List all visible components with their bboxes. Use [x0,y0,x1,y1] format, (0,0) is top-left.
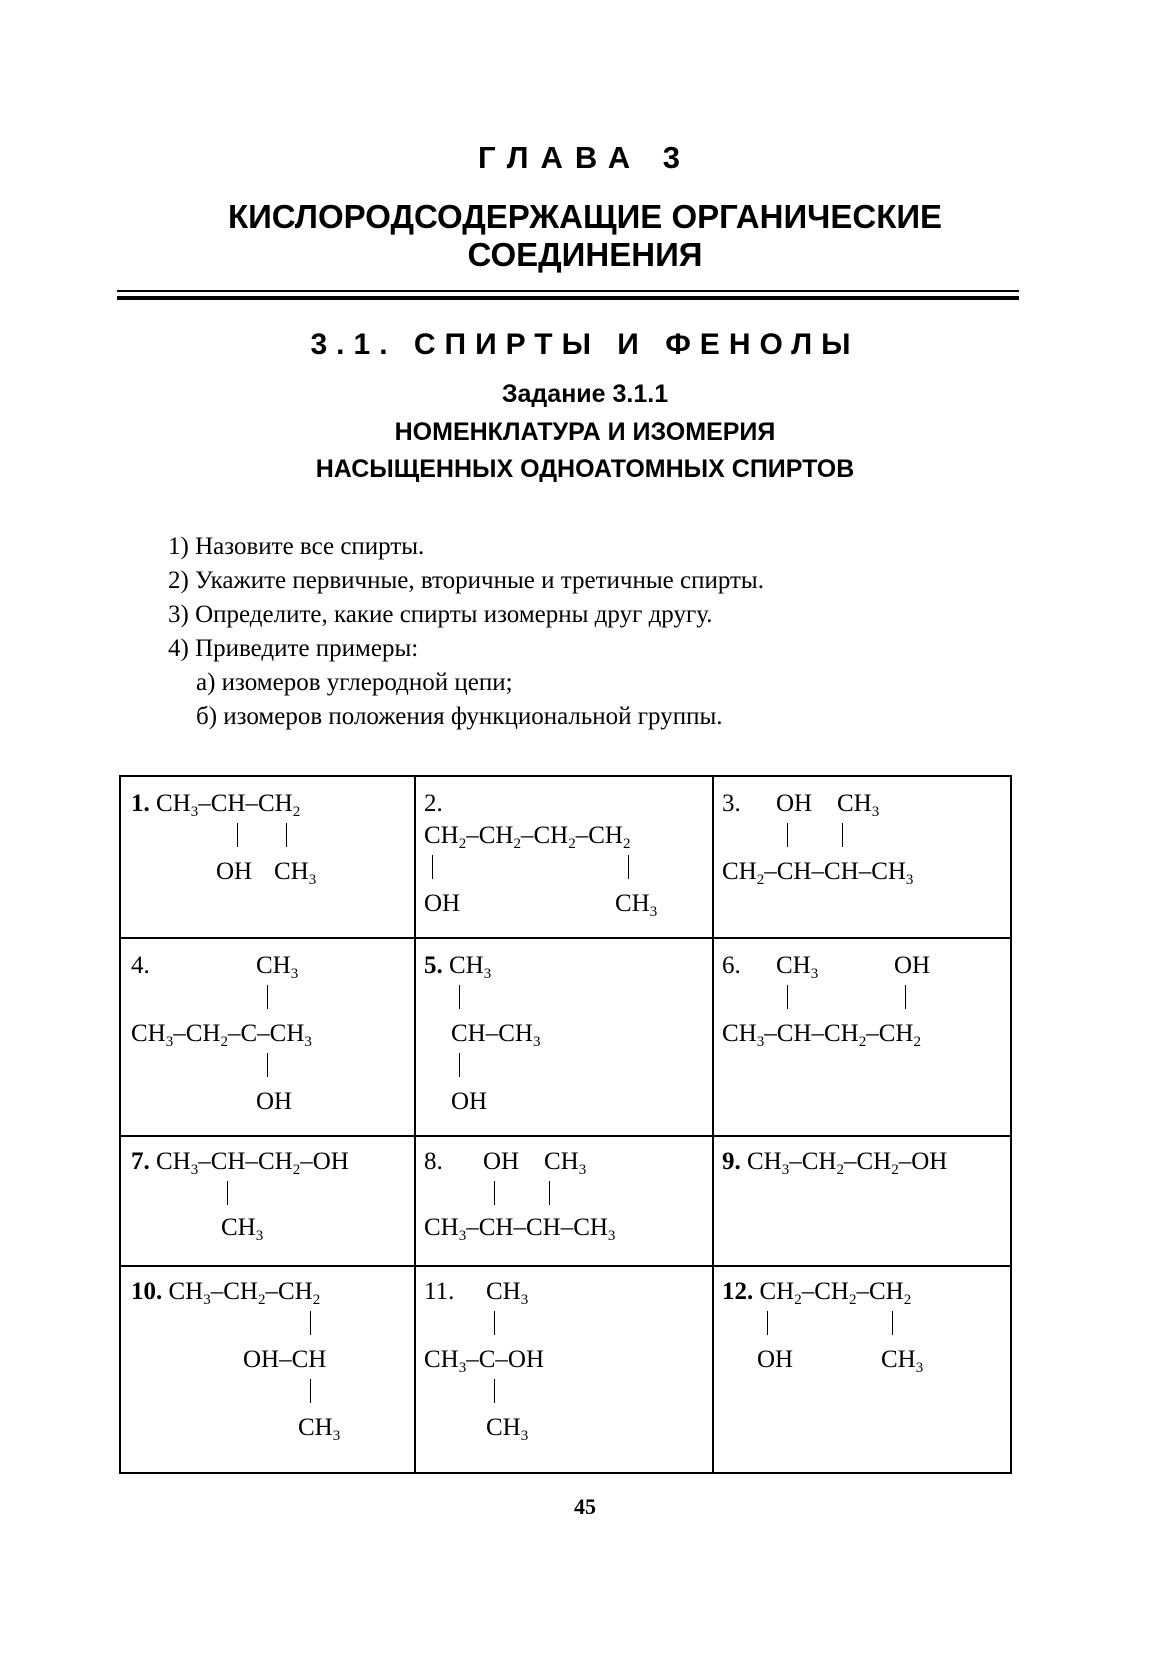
formula-number: 8. [424,1148,443,1175]
formula-substituent: $CH_3$ [776,952,819,982]
instructions-list [168,530,1068,734]
formula-substituent: OH [894,952,931,979]
formula-substituent: OH [483,1148,520,1175]
formula-substituent: $CH_3$ [298,1414,341,1444]
formula-substituent: $CH_3$ [486,1414,529,1444]
bond-line [494,1379,495,1403]
formula-main-chain: 7. $CH_3-CH-CH_2-OH$ [131,1148,349,1178]
formula-cell-2 [416,777,712,937]
task-subtitle-line-2: НАСЫЩЕННЫХ ОДНОАТОМНЫХ СПИРТОВ [315,455,855,483]
task-number: Задание 3.1.1 [501,380,669,408]
formula-main-chain: $CH_3-CH_2-C-CH_3$ [131,1020,312,1050]
bond-line [628,855,629,879]
chapter-heading: ГЛАВА 3 [477,140,693,175]
formula-substituent: $CH_3$ [881,1346,924,1376]
formula-substituent: $CH_3$ [274,858,317,888]
bond-line [494,1311,495,1335]
formula-main-chain: $CH_3-CH-CH-CH_3$ [424,1214,616,1244]
formula-main-chain: $CH_3-C-OH$ [424,1346,545,1376]
bond-line [432,855,433,879]
bond-line [286,823,287,847]
section-title: 3.1. СПИРТЫ И ФЕНОЛЫ [310,328,860,361]
bond-line [459,985,460,1009]
formula-substituent: OH [757,1346,794,1373]
instruction-subitem: б) изомеров положения функциональной группы. [196,703,723,730]
formula-cell-3 [714,777,1010,937]
formula-cell-9 [714,1137,1010,1265]
formula-substituent: OH [776,790,813,817]
formula-substituent: OH [256,1088,293,1115]
formula-top: 5. $CH_3$ [424,952,492,982]
bond-line [267,1053,268,1077]
formula-main-chain: $CH_2-CH_2-CH_2-CH_2$ [424,822,631,852]
bond-line [459,1053,460,1077]
formula-main-chain: $CH-CH_3$ [451,1020,541,1050]
instruction-item: 1) Назовите все спирты. [168,533,425,560]
formula-substituent: OH [216,858,253,885]
formula-substituent: OH–CH [243,1346,327,1373]
bond-line [227,1181,228,1205]
formula-number: 2. [424,790,443,817]
bond-line [494,1181,495,1205]
formula-main-chain: $CH_2-CH-CH-CH_3$ [722,858,914,888]
formula-substituent: $CH_3$ [544,1148,587,1178]
formula-substituent: OH [424,890,461,917]
formula-table [119,775,1012,1474]
formula-substituent: $CH_3$ [837,790,880,820]
bond-line [787,985,788,1009]
chapter-title-line-1: КИСЛОРОДСОДЕРЖАЩИЕ ОРГАНИЧЕСКИЕ [227,198,943,235]
bond-line [267,985,268,1009]
formula-cell-7 [121,1137,414,1265]
chapter-title-line-2: СОЕДИНЕНИЯ [467,236,703,273]
formula-number: 6. [722,952,741,979]
formula-main-chain: 1. $CH_3-CH-CH_2$ [131,790,301,820]
formula-number: 3. [722,790,741,817]
formula-substituent: OH [451,1088,488,1115]
bond-line [310,1311,311,1335]
formula-main-chain: 12. $CH_2-CH_2-CH_2$ [722,1278,912,1308]
bond-line [767,1311,768,1335]
formula-cell-4 [121,939,414,1135]
formula-main-chain: $CH_3-CH-CH_2-CH_2$ [722,1020,921,1050]
formula-main-chain: 10. $CH_3-CH_2-CH_2$ [131,1278,321,1308]
bond-line [549,1181,550,1205]
formula-substituent: $CH_3$ [256,952,299,982]
formula-cell-11 [416,1267,712,1472]
formula-cell-10 [121,1267,414,1472]
formula-cell-8 [416,1137,712,1265]
bond-line [787,823,788,847]
instruction-subitem: а) изомеров углеродной цепи; [196,669,513,696]
bond-line [892,1311,893,1335]
formula-cell-12 [714,1267,1010,1472]
formula-main-chain: 9. $CH_3-CH_2-CH_2-OH$ [722,1148,948,1178]
bond-line [905,985,906,1009]
formula-substituent: $CH_3$ [486,1278,529,1308]
formula-substituent: $CH_3$ [221,1214,264,1244]
instruction-item: 4) Приведите примеры: [168,635,419,662]
bond-line [237,823,238,847]
formula-number: 4. [131,952,150,979]
bond-line [310,1379,311,1403]
formula-substituent: $CH_3$ [615,890,658,920]
task-subtitle-line-1: НОМЕНКЛАТУРА И ИЗОМЕРИЯ [394,418,776,446]
formula-cell-1 [121,777,414,937]
formula-cell-5 [416,939,712,1135]
instruction-item: 2) Укажите первичные, вторичные и третичные спирты. [168,567,764,594]
title-rule-thin [117,290,1019,292]
title-rule-thick [117,296,1019,300]
formula-cell-6 [714,939,1010,1135]
instruction-item: 3) Определите, какие спирты изомерны друг другу. [168,601,713,628]
bond-line [842,823,843,847]
formula-number: 11. [424,1278,455,1305]
page-number: 45 [574,1494,596,1519]
